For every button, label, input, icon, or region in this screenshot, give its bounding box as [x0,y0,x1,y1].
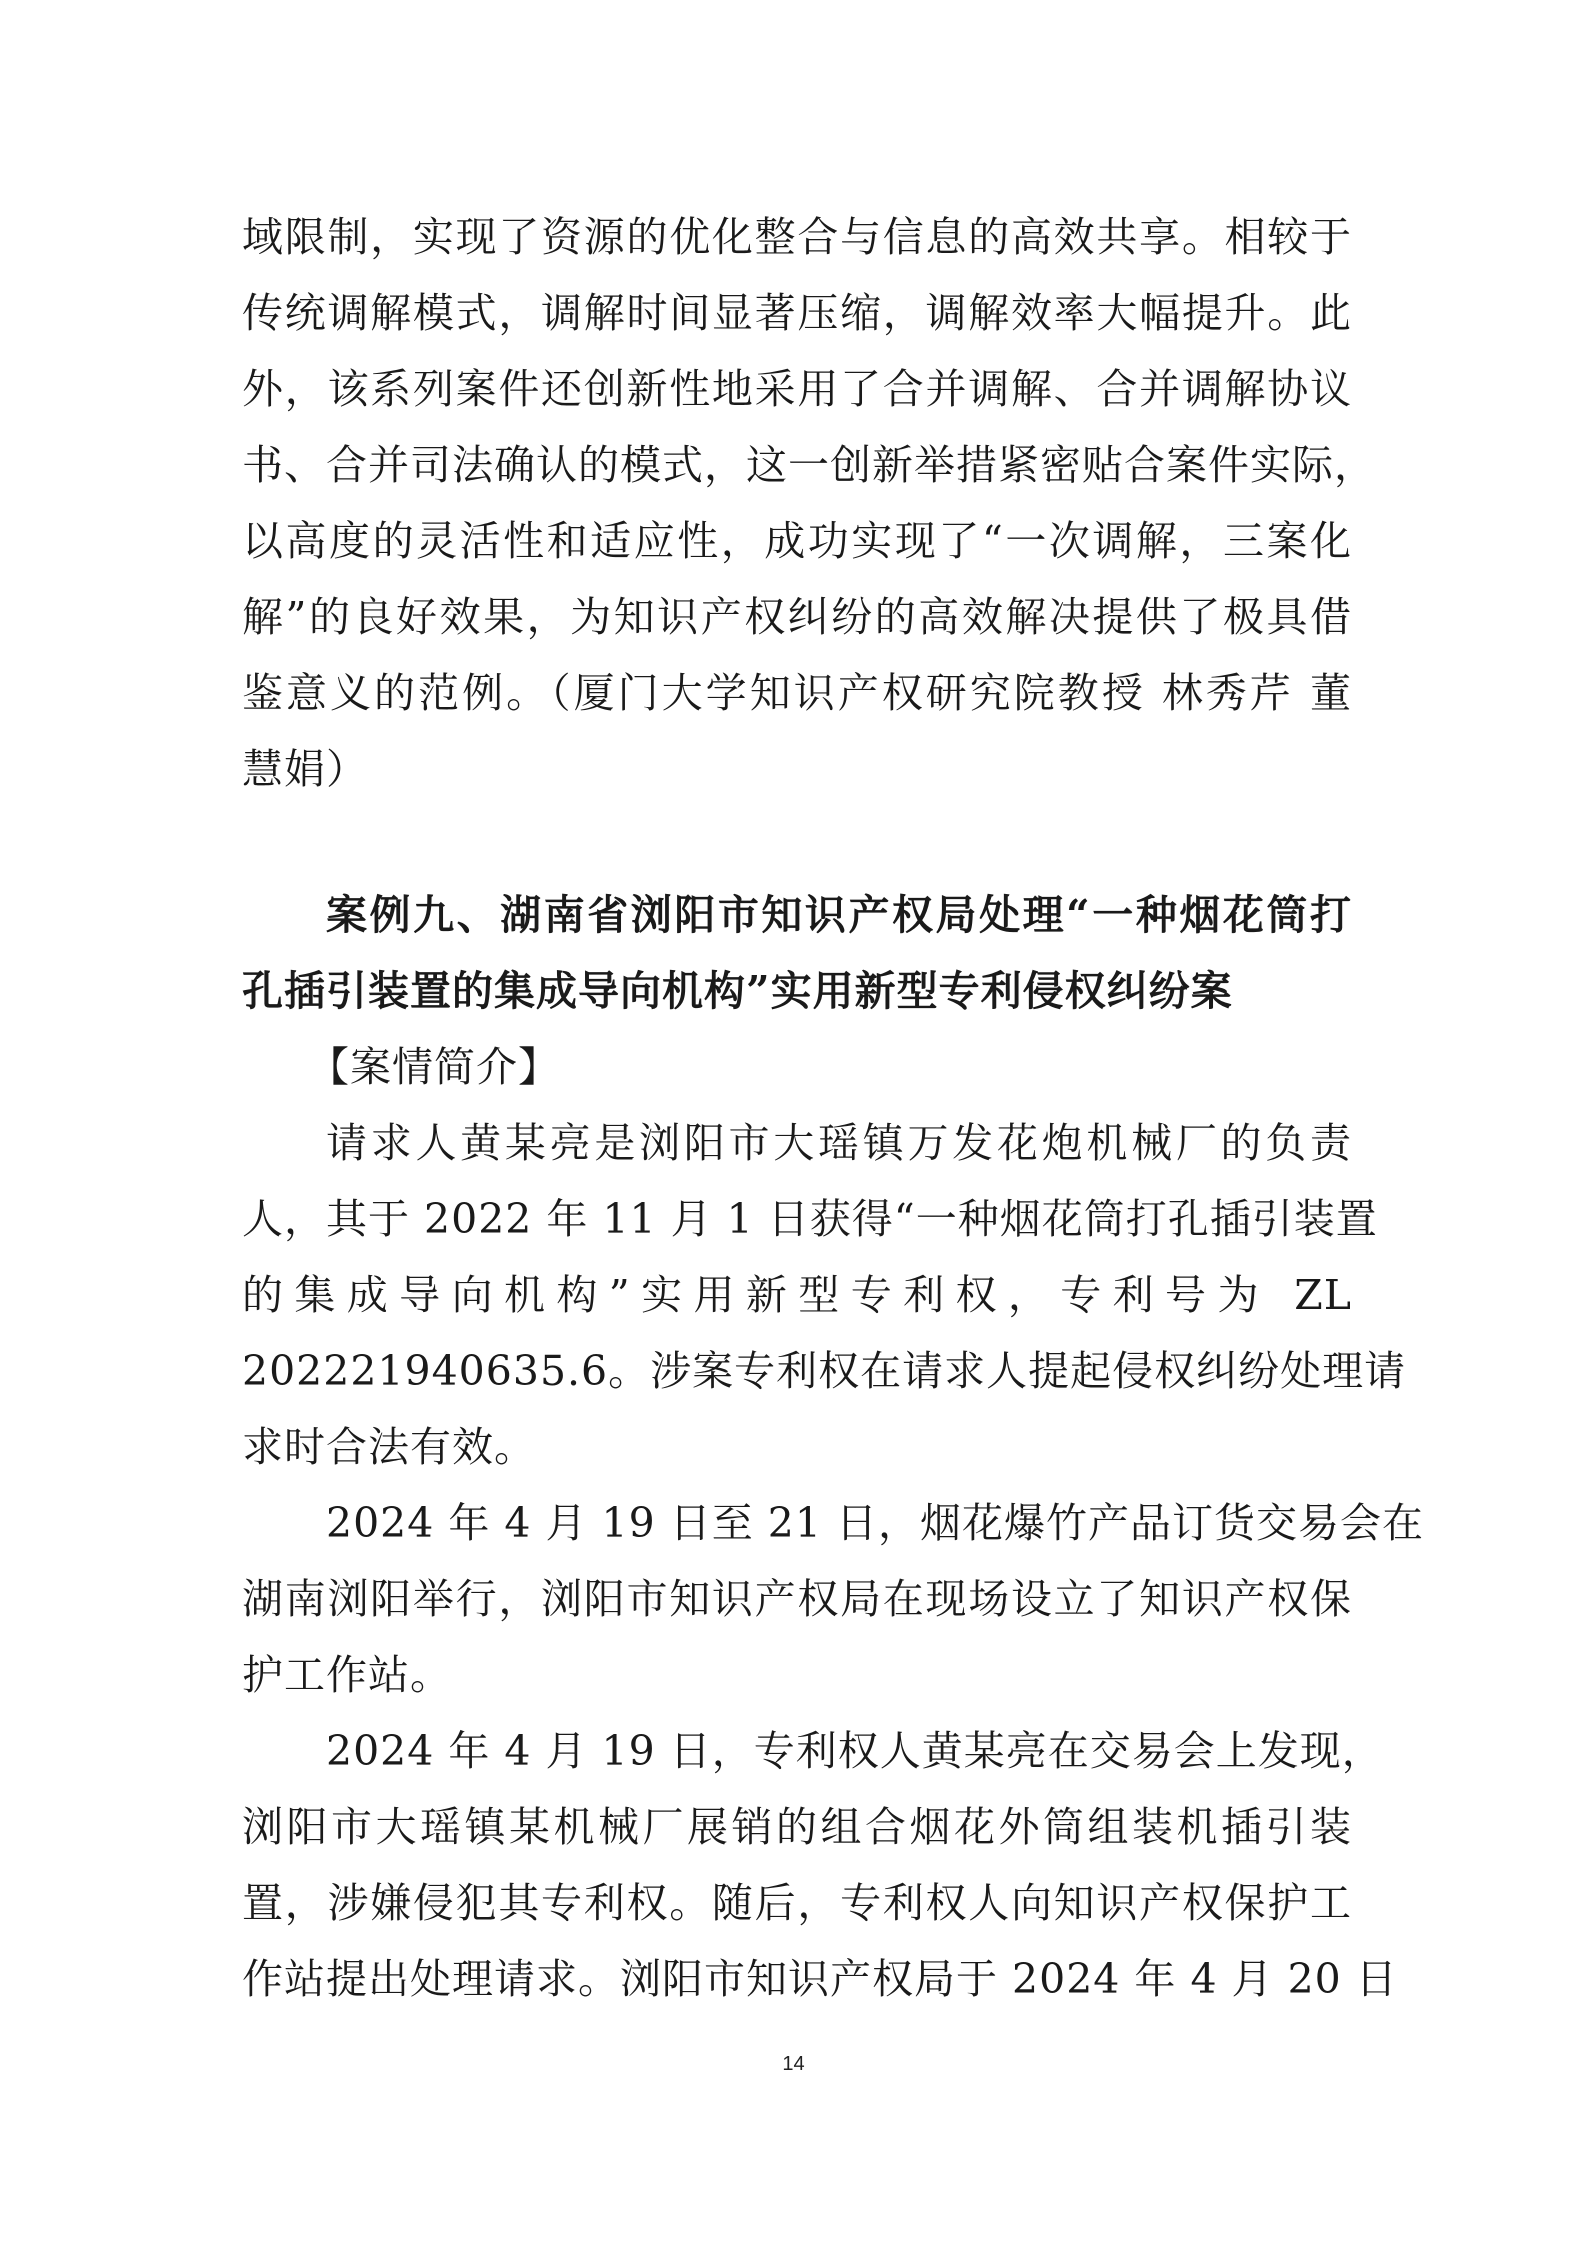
body-line: 2024 年 4 月 19 日，专利权人黄某亮在交易会上发现， [326,1727,1384,1775]
body-line: 书、合并司法确认的模式，这一创新举措紧密贴合案件实际， [242,441,1376,489]
case-heading-line: 案例九、湖南省浏阳市知识产权局处理“一种烟花筒打 [326,891,1352,939]
body-line: 以高度的灵活性和适应性，成功实现了“一次调解，三案化 [242,517,1352,565]
body-line: 2024 年 4 月 19 日至 21 日，烟花爆竹产品订货交易会在 [326,1499,1424,1547]
section-label: 【案情简介】 [308,1043,560,1091]
body-line: 传统调解模式，调解时间显著压缩，调解效率大幅提升。此 [242,289,1352,337]
body-line: 浏阳市大瑶镇某机械厂展销的组合烟花外筒组装机插引装 [242,1803,1352,1851]
body-line: 求时合法有效。 [242,1423,536,1471]
body-line: 请求人黄某亮是浏阳市大瑶镇万发花炮机械厂的负责 [326,1119,1352,1167]
body-line: 湖南浏阳举行，浏阳市知识产权局在现场设立了知识产权保 [242,1575,1352,1623]
body-line: 人，其于 2022 年 11 月 1 日获得“一种烟花筒打孔插引装置 [242,1195,1378,1243]
body-line: 202221940635.6。涉案专利权在请求人提起侵权纠纷处理请 [242,1347,1407,1395]
page-number: 14 [782,2053,805,2075]
body-line: 外，该系列案件还创新性地采用了合并调解、合并调解协议 [242,365,1352,413]
body-line: 护工作站。 [242,1651,452,1699]
body-line: 鉴意义的范例。（厦门大学知识产权研究院教授 林秀芹 董 [242,669,1352,717]
body-line: 慧娟） [242,745,368,793]
body-line: 域限制，实现了资源的优化整合与信息的高效共享。相较于 [242,213,1352,261]
body-line: 置，涉嫌侵犯其专利权。随后，专利权人向知识产权保护工 [242,1879,1352,1927]
body-line: 作站提出处理请求。浏阳市知识产权局于 2024 年 4 月 20 日 [242,1955,1398,2003]
case-heading-line: 孔插引装置的集成导向机构”实用新型专利侵权纠纷案 [242,967,1233,1015]
body-line: 的集成导向机构”实用新型专利权，专利号为 ZL [242,1271,1352,1319]
body-line: 解”的良好效果，为知识产权纠纷的高效解决提供了极具借 [242,593,1352,641]
